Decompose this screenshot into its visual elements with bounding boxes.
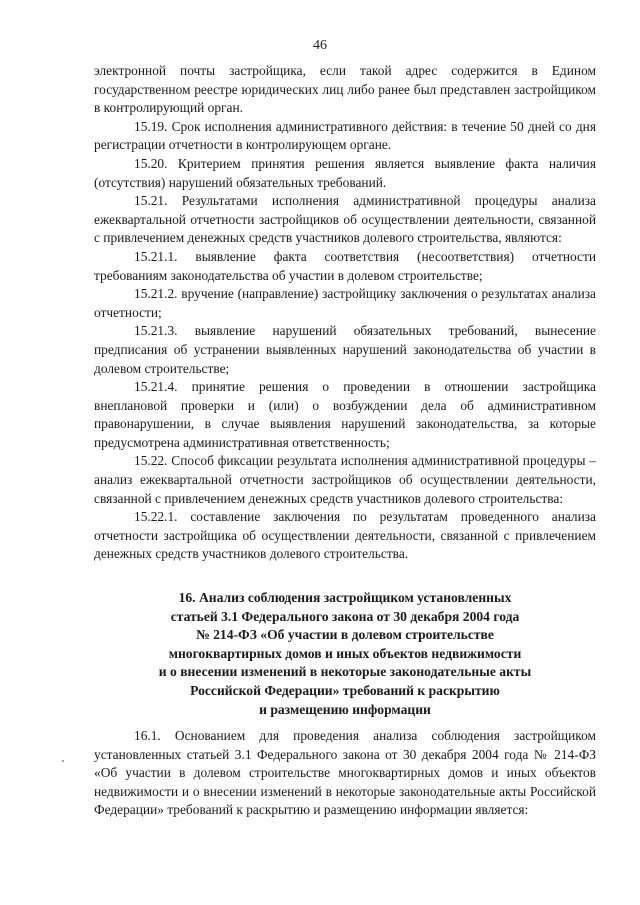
section-heading-line: № 214-ФЗ «Об участии в долевом строительстве: [196, 627, 494, 643]
paragraph-15-21-3: 15.21.3. выявление нарушений обязательных требований, вынесение предписания об устранении выявленных нарушений законодательства об участии в долевом строительстве;: [94, 323, 596, 376]
body-text: [94, 62, 596, 564]
paragraph-15-22: 15.22. Способ фиксации результата исполнения административной процедуры – анализ ежеквартальной отчетности застройщиков об осуществлении деятельности, связанной с привлечением денежных средств участников долевого строительства:: [94, 453, 596, 506]
scan-speck: [62, 760, 64, 762]
page-number: 46: [313, 38, 327, 53]
paragraph-15-20: 15.20. Критерием принятия решения является выявление факта наличия (отсутствия) нарушений обязательных требований.: [94, 155, 596, 190]
paragraph-continuation: электронной почты застройщика, если такой адрес содержится в Едином государственном реестре юридических лиц либо ранее был представлен застройщиком в контролирующий орган.: [94, 63, 596, 116]
paragraph-15-21-2: 15.21.2. вручение (направление) застройщику заключения о результатах анализа отчетности;: [94, 286, 596, 320]
paragraph-15-19: 15.19. Срок исполнения административного действия: в течение 50 дней со дня регистрации отчетности в контролирующем органе.: [94, 118, 596, 153]
section-heading: [120, 589, 570, 719]
section-heading-line: Российской Федерации» требований к раскрытию: [190, 682, 500, 698]
paragraph-16-1: 16.1. Основанием для проведения анализа соблюдения застройщиком установленных статьей 3.1 Федерального закона от 30 декабря 2004 года № 214-ФЗ «Об участии в долевом строительстве многоквартирных домов и иных объектов недвижимости и о внесении изменений в некоторые законодательные акты Российской Федерации» требований к раскрытию и размещению информации является:: [94, 728, 596, 818]
section-body: [94, 727, 596, 820]
section-heading-line: и размещению информации: [259, 701, 431, 717]
section-heading-line: 16. Анализ соблюдения застройщиком установленных: [178, 590, 512, 605]
paragraph-15-21-1: 15.21.1. выявление факта соответствия (несоответствия) отчетности требованиям законодательства об участии в долевом строительстве;: [94, 248, 596, 283]
paragraph-15-21: 15.21. Результатами исполнения административной процедуры анализа ежеквартальной отчетности застройщиков об осуществлении деятельности, связанной с привлечением денежных средств участников долевого строительства, являются:: [94, 193, 596, 246]
paragraph-15-21-4: 15.21.4. принятие решения о проведении в отношении застройщика внеплановой проверки и (или) о возбуждении дела об административном правонарушении, в случае выявления нарушений законодательства, за которые предусмотрена административная ответственность;: [94, 379, 596, 450]
section-heading-line: статьей 3.1 Федерального закона от 30 декабря 2004 года: [170, 608, 520, 624]
section-heading-line: и о внесении изменений в некоторые законодательные акты: [158, 664, 532, 680]
section-heading-line: многоквартирных домов и иных объектов недвижимости: [168, 645, 522, 661]
paragraph-15-22-1: 15.22.1. составление заключения по результатам проведенного анализа отчетности застройщика об осуществлении деятельности, связанной с привлечением денежных средств участников долевого строительства.: [94, 509, 596, 562]
